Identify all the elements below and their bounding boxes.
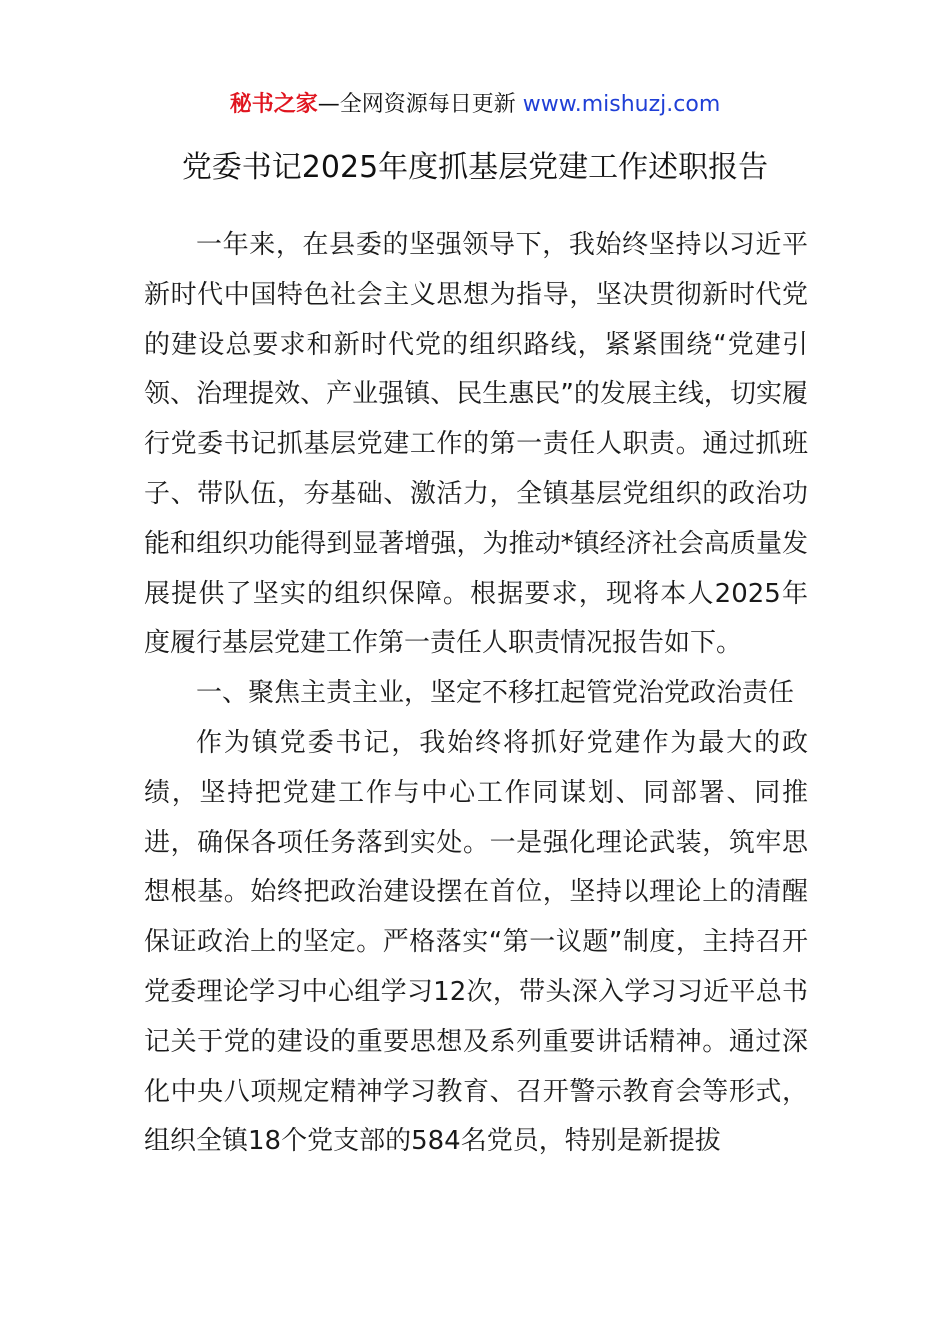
intro-paragraph: 一年来，在县委的坚强领导下，我始终坚持以习近平新时代中国特色社会主义思想为指导，坚决贯彻新时代党的建设总要求和新时代党的组织路线，紧紧围绕“党建引领、治理提效、产业强镇、民生惠民”的发展主线，切实履行党委书记抓基层党建工作的第一责任人职责。通过抓班子、带队伍，夯基础、激活力，全镇基层党组织的政治功能和组织功能得到显著增强，为推动*镇经济社会高质量发展提供了坚实的组织保障。根据要求，现将本人2025年度履行基层党建工作第一责任人职责情况报告如下。 (144, 230, 808, 659)
section-paragraph: 作为镇党委书记，我始终将抓好党建作为最大的政绩，坚持把党建工作与中心工作同谋划、同部署、同推进，确保各项任务落到实处。一是强化理论武装，筑牢思想根基。始终把政治建设摆在首位，坚持以理论上的清醒保证政治上的坚定。严格落实“第一议题”制度，主持召开党委理论学习中心组学习12次，带头深入学习习近平总书记关于党的建设的重要思想及系列重要讲话精神。通过深化中央八项规定精神学习教育、召开警示教育会等形式，组织全镇18个党支部的584名党员，特别是新提拔 (144, 727, 808, 1157)
site-url-link[interactable]: www.mishuzj.com (522, 92, 721, 117)
section-heading: 一、聚焦主责主业，坚定不移扛起管党治党政治责任 (196, 678, 795, 709)
header-slogan: —全网资源每日更新 (317, 92, 523, 117)
brand-name: 秘书之家 (229, 92, 318, 117)
site-header (0, 88, 950, 122)
document-body (144, 221, 808, 1167)
document-title: 党委书记2025年度抓基层党建工作述职报告 (181, 150, 769, 185)
